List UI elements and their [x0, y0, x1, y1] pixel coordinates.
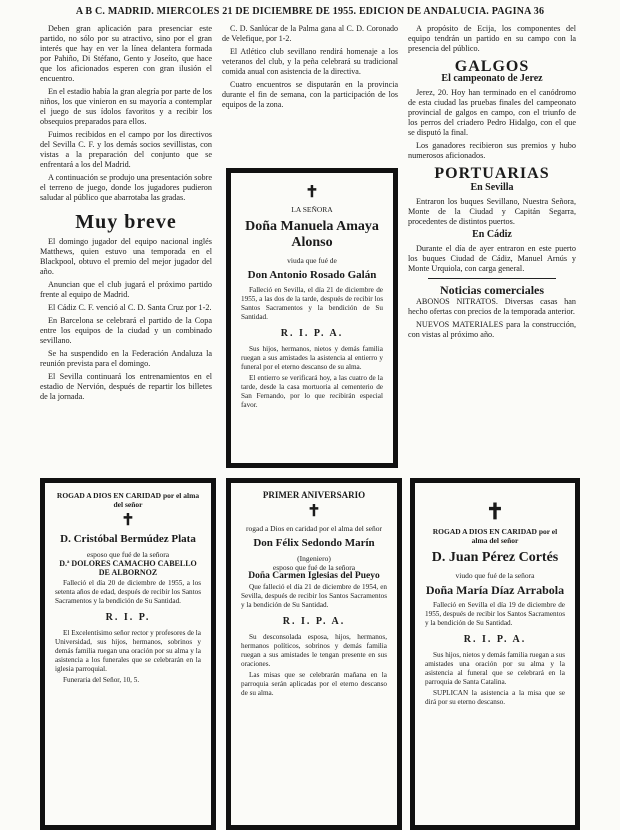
obituary-relation: esposo que fué de la señora	[86, 550, 170, 559]
obituary-text: Sus hijos, hermanos, nietos y demás familia ruegan a sus amistades la asistencia al entierro y funeral por el eterno descanso de su alma.	[241, 345, 383, 371]
section-title-noticias: Noticias comerciales	[439, 283, 545, 297]
obituary-label: PRIMER ANIVERSARIO	[262, 490, 366, 500]
brief-item: En Barcelona se celebrará el partido de la Copa entre los equipos de la ciudad y un combinado sevillano.	[40, 316, 212, 345]
spouse-name: D.ª DOLORES CAMACHO CABELLO DE ALBORNOZ	[59, 559, 197, 577]
divider	[428, 278, 556, 279]
subsection-title: En Cádiz	[472, 229, 512, 240]
deceased-name: Don Félix Sedondo Marín	[253, 537, 375, 549]
obituary-relation: viudo que fué de la señora	[455, 571, 535, 580]
obituary-3	[410, 478, 580, 830]
paragraph: En el estadio había la gran alegría por parte de los niños, los que vinieron en su mayoría a contemplar el juego de sus ídolos favoritos y a recibir los obsequios preparados para ellos.	[40, 87, 212, 126]
paragraph: ABONOS NITRATOS. Diversas casas han hecho ofertas con precios de la temporada anterior.	[408, 297, 576, 316]
obituary-main	[226, 168, 398, 468]
obituary-relation: viuda que fué de	[287, 256, 337, 265]
brief-item: El domingo jugador del equipo nacional inglés Matthews, quien estuvo una temporada en el Blackpool, obtuvo el premio del mejor jugador del año.	[40, 237, 212, 276]
obituary-text: Falleció el día 20 de diciembre de 1955, a los setenta años de edad, después de recibir los Santos Sacramentos y la bendición de Su Santidad.	[55, 579, 201, 605]
cross-icon: ✝	[307, 503, 321, 520]
obituary-text: Las misas que se celebrarán mañana en la parroquia serán aplicadas por el eterno descanso de su alma.	[241, 671, 387, 697]
obituary-text: El entierro se verificará hoy, a las cuatro de la tarde, desde la casa mortuoria al cementerio de San Fernando, por lo que recibirán especial favor.	[241, 374, 383, 409]
column-middle-top	[222, 24, 398, 164]
cross-icon: ✝	[485, 499, 505, 524]
brief-item: El Cádiz C. F. venció al C. D. Santa Cruz por 1-2.	[48, 303, 212, 312]
obituary-text: Que falleció el día 21 de diciembre de 1954, en Sevilla, después de recibir los Santos Sacramentos y la bendición de Su Santidad.	[241, 583, 387, 609]
obituary-1	[40, 478, 216, 830]
obituary-text: Funeraria del Señor, 10, 5.	[63, 676, 140, 684]
paragraph: NUEVOS MATERIALES para la construcción, con vistas al próximo año.	[408, 320, 576, 339]
paragraph: Entraron los buques Sevillano, Nuestra Señora, Monte de la Ciudad y Capitán Segarra, procedentes de distintos puertos.	[408, 197, 576, 226]
rip-label: R. I. P. A.	[280, 328, 344, 339]
obituary-relation: esposo que fué de la señora	[272, 563, 356, 572]
paragraph: A propósito de Ecija, los componentes del equipo tendrán un partido en su campo con la presencia del público.	[408, 24, 576, 53]
spouse-name: Doña Carmen Iglesias del Pueyo	[248, 571, 380, 581]
obituary-label: LA SEÑORA	[291, 205, 333, 214]
subsection-title: El campeonato de Jerez	[441, 73, 543, 84]
paragraph: Los ganadores recibieron sus premios y hubo numerosos aficionados.	[408, 141, 576, 160]
obituary-text: Su desconsolada esposa, hijos, hermanos, hermanos políticos, sobrinos y demás familia ruegan a sus amistades le tengan presente en sus oraciones.	[241, 633, 387, 668]
paragraph: C. D. Sanlúcar de la Palma gana al C. D. Coronado de Velefique, por 1-2.	[222, 24, 398, 43]
cross-icon: ✝	[121, 512, 135, 529]
paragraph: Cuatro encuentros se disputarán en la provincia durante el fin de semana, con la participación de los equipos de la zona.	[222, 80, 398, 109]
rip-label: R. I. P.	[105, 612, 151, 623]
column-left	[40, 24, 212, 474]
spouse-name: Don Antonio Rosado Galán	[247, 269, 377, 281]
obituary-label: ROGAD A DIOS EN CARIDAD por el alma del señor	[56, 491, 200, 509]
obituary-relation: (Ingeniero)	[297, 554, 331, 563]
spouse-name: Doña María Díaz Arrabola	[425, 583, 565, 597]
paragraph: Fuimos recibidos en el campo por los directivos del Sevilla C. F. y los demás socios sevillistas, con vistas a la preparación del conjunto que se enfrentará a los del Madrid.	[40, 130, 212, 169]
section-title-portuarias: PORTUARIAS	[434, 165, 550, 182]
paragraph: A continuación se produjo una presentación sobre el terreno de juego, donde los jugadores pudieron saludar al público que abarrotaba las gradas.	[40, 173, 212, 202]
obituary-text: SUPLICAN la asistencia a la misa que se dirá por su eterno descanso.	[425, 689, 565, 706]
deceased-name: D. Juan Pérez Cortés	[431, 550, 559, 565]
deceased-name: Doña Manuela Amaya Alonso	[245, 219, 379, 250]
section-title-muy-breve: Muy breve	[75, 211, 177, 233]
obituary-text: Falleció en Sevilla el día 19 de diciembre de 1955, después de recibir los Santos Sacramentos y la bendición de Su Santidad.	[425, 601, 565, 627]
obituary-label: ROGAD A DIOS EN CARIDAD por el alma del señor	[432, 527, 558, 545]
obituary-text: rogad a Dios en caridad por el alma del señor	[246, 524, 382, 533]
obituary-2	[226, 478, 402, 830]
rip-label: R. I. P. A.	[282, 616, 346, 627]
page-header: A B C. MADRID. MIERCOLES 21 DE DICIEMBRE DE 1955. EDICION DE ANDALUCIA. PAGINA 36	[75, 6, 545, 17]
deceased-name: D. Cristóbal Bermúdez Plata	[60, 533, 196, 545]
cross-icon: ✝	[305, 184, 319, 201]
obituary-text: El Excelentísimo señor rector y profesores de la Universidad, sus hijos, hermanos, sobrinos y demás familia ruegan una oración por su alma y la asistencia a los funerales que se celebrarán en la iglesia parroquial.	[55, 629, 201, 673]
paragraph: Jerez, 20. Hoy han terminado en el canódromo de esta ciudad las pruebas finales del campeonato provincial de galgos en campo, con el triunfo de los perros del criadero Pedro Hidalgo, con el que se disputó la final.	[408, 88, 576, 137]
paragraph: Durante el día de ayer entraron en este puerto los buques Ciudad de Cádiz, Manuel Arnús y Monte Urquiola, con carga general.	[408, 244, 576, 273]
column-right	[408, 24, 576, 474]
paragraph: Deben gran aplicación para presenciar este partido, no sólo por su atractivo, sino por el gran interés que hay en ver la línea delantera formada por Pahiño, Di Stéfano, Gento y Joseíto, que hace que los aficionados esperen con gran ilusión el encuentro.	[40, 24, 212, 83]
section-title-galgos: GALGOS	[454, 58, 530, 75]
paragraph: El Atlético club sevillano rendirá homenaje a los veteranos del club, y la peña celebrará su tradicional comida anual con asistencia de la directiva.	[222, 47, 398, 76]
brief-item: Se ha suspendido en la Federación Andaluza la reunión prevista para el domingo.	[40, 349, 212, 368]
brief-item: Anuncian que el club jugará el próximo partido frente al equipo de Madrid.	[40, 280, 212, 299]
brief-item: El Sevilla continuará los entrenamientos en el estadio de Nervión, después de repartir los billetes de la jornada.	[40, 372, 212, 401]
obituary-text: Sus hijos, nietos y demás familia ruegan a sus amistades una oración por su alma y la asistencia al funeral que se celebrará en la parroquia de Santa Catalina.	[425, 651, 565, 686]
subsection-title: En Sevilla	[470, 182, 514, 193]
obituary-text: Falleció en Sevilla, el día 21 de diciembre de 1955, a las dos de la tarde, después de recibir los Santos Sacramentos y la bendición de Su Santidad.	[241, 286, 383, 321]
rip-label: R. I. P. A.	[463, 634, 527, 645]
